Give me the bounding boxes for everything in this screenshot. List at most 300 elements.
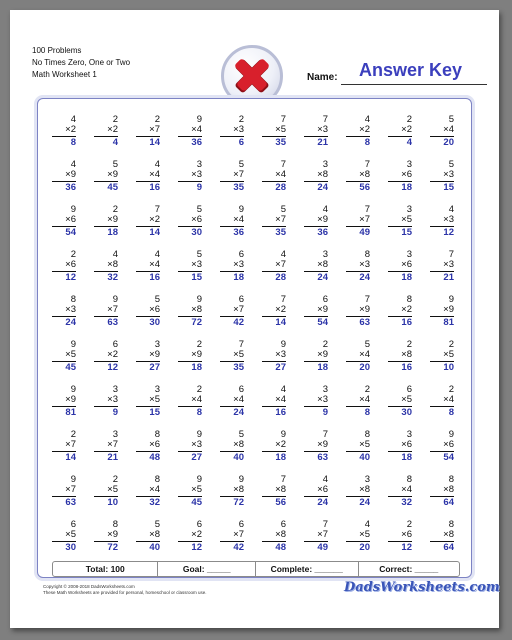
multiplicand: 2 [112,114,118,125]
answer: 8 [448,407,454,418]
answer: 12 [65,272,76,283]
problem-73 [136,430,160,463]
answer: 24 [317,182,328,193]
problem-75 [220,430,244,463]
multiplicand: 6 [238,249,244,260]
multiplicand: 4 [322,474,328,485]
problem-1 [52,115,76,148]
answer: 12 [401,542,412,553]
problem-64 [178,385,202,418]
multiplicand: 9 [448,294,454,305]
multiplier: ×5 [149,394,160,405]
problem-43 [136,295,160,328]
answer: 72 [191,317,202,328]
answer: 18 [401,272,412,283]
multiplier: ×2 [107,124,118,135]
multiplicand: 2 [112,474,118,485]
multiplier: ×6 [317,484,328,495]
multiplicand: 7 [322,114,328,125]
problem-86 [262,475,286,508]
problem-56 [262,340,286,373]
multiplier: ×4 [233,214,244,225]
multiplier: ×3 [191,439,202,450]
problem-84 [178,475,202,508]
multiplicand: 4 [70,159,76,170]
answer: 15 [191,272,202,283]
answer: 56 [359,182,370,193]
multiplier: ×4 [149,259,160,270]
problem-92 [94,520,118,553]
worksheet-info [32,45,130,81]
problem-45 [220,295,244,328]
multiplier: ×2 [65,124,76,135]
multiplicand: 6 [238,384,244,395]
multiplier: ×5 [401,394,412,405]
multiplier: ×3 [275,349,286,360]
multiplicand: 5 [196,204,202,215]
problem-14 [178,160,202,193]
multiplicand: 5 [364,339,370,350]
multiplier: ×4 [401,484,412,495]
answer: 18 [317,362,328,373]
problem-13 [136,160,160,193]
multiplicand: 7 [280,114,286,125]
problem-30 [430,205,454,238]
multiplier: ×4 [443,394,454,405]
problem-76 [262,430,286,463]
multiplicand: 3 [406,249,412,260]
multiplier: ×2 [359,124,370,135]
problem-80 [430,430,454,463]
answer: 24 [233,407,244,418]
problem-18 [346,160,370,193]
problem-69 [388,385,412,418]
answer: 8 [364,407,370,418]
multiplicand: 8 [406,474,412,485]
answer: 32 [149,497,160,508]
multiplicand: 6 [280,519,286,530]
multiplicand: 7 [280,474,286,485]
problem-47 [304,295,328,328]
problem-9 [388,115,412,148]
problem-85 [220,475,244,508]
multiplicand: 8 [154,429,160,440]
multiplier: ×7 [233,304,244,315]
multiplier: ×7 [275,214,286,225]
problem-100 [430,520,454,553]
answer: 35 [275,137,286,148]
problem-59 [388,340,412,373]
answer: 30 [65,542,76,553]
multiplier: ×3 [443,259,454,270]
multiplicand: 6 [70,519,76,530]
multiplier: ×4 [191,394,202,405]
multiplier: ×6 [149,304,160,315]
problem-16 [262,160,286,193]
answer: 6 [238,137,244,148]
multiplier: ×8 [233,484,244,495]
problem-32 [94,250,118,283]
worksheet-page [10,10,499,628]
multiplicand: 3 [154,339,160,350]
answer: 15 [401,227,412,238]
multiplier: ×6 [401,259,412,270]
multiplier: ×5 [275,124,286,135]
problem-91 [52,520,76,553]
multiplicand: 4 [154,159,160,170]
answer: 35 [233,362,244,373]
multiplier: ×7 [107,304,118,315]
multiplicand: 7 [448,249,454,260]
multiplier: ×3 [191,259,202,270]
multiplicand: 4 [280,249,286,260]
answer: 24 [317,272,328,283]
problem-52 [94,340,118,373]
problem-53 [136,340,160,373]
answer: 12 [191,542,202,553]
problem-21 [52,205,76,238]
multiplicand: 2 [196,384,202,395]
problem-57 [304,340,328,373]
multiplier: ×7 [149,124,160,135]
problem-90 [430,475,454,508]
multiplier: ×3 [317,124,328,135]
answer: 54 [443,452,454,463]
problem-60 [430,340,454,373]
multiplier: ×9 [443,304,454,315]
multiplier: ×8 [443,484,454,495]
problem-74 [178,430,202,463]
multiplicand: 7 [322,519,328,530]
problem-54 [178,340,202,373]
multiplier: ×9 [149,349,160,360]
multiplier: ×7 [65,439,76,450]
multiplier: ×6 [401,529,412,540]
multiplier: ×8 [401,349,412,360]
answer: 14 [275,317,286,328]
problem-40 [430,250,454,283]
problem-24 [178,205,202,238]
problem-count: 100 Problems [32,46,82,55]
answer: 64 [443,497,454,508]
multiplicand: 4 [364,114,370,125]
answer: 20 [443,137,454,148]
answer: 14 [149,227,160,238]
answer: 45 [107,182,118,193]
answer: 35 [275,227,286,238]
answer: 56 [275,497,286,508]
answer: 24 [317,497,328,508]
problem-37 [304,250,328,283]
multiplicand: 6 [112,339,118,350]
problem-10 [430,115,454,148]
multiplicand: 3 [364,474,370,485]
multiplicand: 7 [364,294,370,305]
answer: 28 [275,272,286,283]
answer: 40 [149,542,160,553]
problem-95 [220,520,244,553]
multiplier: ×5 [359,439,370,450]
multiplicand: 5 [238,429,244,440]
problem-36 [262,250,286,283]
multiplicand: 2 [448,384,454,395]
answer: 20 [359,362,370,373]
multiplier: ×9 [317,304,328,315]
problem-51 [52,340,76,373]
multiplicand: 2 [406,114,412,125]
multiplicand: 6 [238,519,244,530]
multiplicand: 4 [70,114,76,125]
multiplicand: 4 [280,384,286,395]
problem-38 [346,250,370,283]
multiplier: ×5 [443,349,454,360]
multiplicand: 8 [112,519,118,530]
multiplier: ×8 [107,259,118,270]
correct-cell: Correct: _____ [379,564,439,574]
multiplier: ×2 [107,349,118,360]
answer: 49 [317,542,328,553]
problem-3 [136,115,160,148]
multiplicand: 6 [238,294,244,305]
multiplier: ×3 [65,304,76,315]
answer: 36 [233,227,244,238]
multiplicand: 9 [70,474,76,485]
multiplicand: 9 [196,114,202,125]
answer: 4 [112,137,118,148]
multiplicand: 4 [154,249,160,260]
problem-48 [346,295,370,328]
answer: 4 [406,137,412,148]
problem-31 [52,250,76,283]
multiplicand: 2 [406,339,412,350]
score-bar [52,561,460,577]
problem-23 [136,205,160,238]
answer: 63 [107,317,118,328]
multiplier: ×3 [107,394,118,405]
multiplicand: 8 [364,249,370,260]
answer: 20 [359,542,370,553]
multiplier: ×4 [443,124,454,135]
multiplier: ×3 [443,214,454,225]
multiplier: ×8 [275,484,286,495]
multiplicand: 3 [406,429,412,440]
multiplier: ×3 [317,394,328,405]
multiplicand: 5 [154,519,160,530]
answer: 16 [149,272,160,283]
complete-cell: Complete: ______ [256,562,359,576]
problem-87 [304,475,328,508]
multiplier: ×2 [149,214,160,225]
multiplier: ×5 [65,349,76,360]
problem-70 [430,385,454,418]
multiplier: ×5 [191,484,202,495]
problem-28 [346,205,370,238]
problem-83 [136,475,160,508]
multiplier: ×4 [149,169,160,180]
multiplier: ×9 [65,169,76,180]
problem-34 [178,250,202,283]
problem-20 [430,160,454,193]
multiplier: ×8 [233,439,244,450]
multiplier: ×8 [149,529,160,540]
answer: 24 [359,272,370,283]
multiplicand: 2 [196,339,202,350]
multiplier: ×8 [275,529,286,540]
problem-27 [304,205,328,238]
answer: 12 [107,362,118,373]
multiplicand: 3 [406,204,412,215]
multiplier: ×9 [107,169,118,180]
worksheet-title: Math Worksheet 1 [32,70,97,79]
answer: 54 [317,317,328,328]
problem-46 [262,295,286,328]
answer: 63 [65,497,76,508]
multiplier: ×4 [149,484,160,495]
answer: 18 [191,362,202,373]
answer: 48 [275,542,286,553]
problem-99 [388,520,412,553]
multiplier: ×7 [317,529,328,540]
problem-71 [52,430,76,463]
multiplicand: 2 [364,384,370,395]
problem-2 [94,115,118,148]
problem-62 [94,385,118,418]
multiplicand: 2 [238,114,244,125]
multiplicand: 3 [112,429,118,440]
multiplicand: 8 [154,474,160,485]
answer: 18 [401,452,412,463]
multiplicand: 9 [196,429,202,440]
answer: 10 [107,497,118,508]
multiplicand: 9 [70,384,76,395]
worksheet-subtitle: No Times Zero, One or Two [32,58,131,67]
multiplicand: 9 [70,339,76,350]
problem-81 [52,475,76,508]
multiplicand: 5 [448,159,454,170]
multiplicand: 3 [322,384,328,395]
answer: 18 [233,272,244,283]
multiplier: ×2 [275,304,286,315]
problem-93 [136,520,160,553]
multiplier: ×8 [191,304,202,315]
answer: 21 [443,272,454,283]
multiplier: ×6 [149,439,160,450]
answer: 45 [191,497,202,508]
problem-44 [178,295,202,328]
multiplicand: 3 [322,159,328,170]
answer: 49 [359,227,370,238]
problem-82 [94,475,118,508]
answer: 12 [443,227,454,238]
multiplicand: 3 [196,159,202,170]
problem-96 [262,520,286,553]
problem-63 [136,385,160,418]
answer: 30 [191,227,202,238]
answer: 32 [401,497,412,508]
multiplier: ×9 [107,214,118,225]
multiplier: ×5 [107,484,118,495]
multiplier: ×3 [359,259,370,270]
problem-41 [52,295,76,328]
multiplier: ×5 [401,214,412,225]
multiplicand: 5 [238,159,244,170]
multiplier: ×8 [359,484,370,495]
problem-67 [304,385,328,418]
answer: 8 [196,407,202,418]
answer: 72 [233,497,244,508]
multiplicand: 8 [364,429,370,440]
multiplier: ×3 [443,169,454,180]
multiplicand: 4 [364,519,370,530]
multiplier: ×9 [65,394,76,405]
multiplicand: 3 [406,159,412,170]
multiplier: ×6 [443,439,454,450]
answer: 21 [317,137,328,148]
answer: 16 [149,182,160,193]
multiplier: ×9 [359,304,370,315]
answer: 30 [401,407,412,418]
multiplier: ×6 [401,439,412,450]
answer: 27 [149,362,160,373]
multiplier: ×2 [275,439,286,450]
problem-22 [94,205,118,238]
problem-4 [178,115,202,148]
multiplicand: 9 [70,204,76,215]
multiplicand: 9 [112,294,118,305]
multiplicand: 8 [448,474,454,485]
multiplicand: 7 [364,204,370,215]
problem-68 [346,385,370,418]
multiplicand: 3 [112,384,118,395]
problem-55 [220,340,244,373]
problem-65 [220,385,244,418]
multiplicand: 7 [238,339,244,350]
copyright: Copyright © 2008-2018 DadsWorksheets.com These Math Worksheets are provided for personal, homeschool or classroom use. [43,584,207,595]
multiplicand: 5 [112,159,118,170]
multiplicand: 2 [406,519,412,530]
multiplicand: 3 [154,384,160,395]
problem-42 [94,295,118,328]
multiplicand: 8 [406,294,412,305]
answer: 9 [112,407,118,418]
red-x-icon [230,54,274,98]
multiplier: ×6 [401,169,412,180]
answer: 16 [401,317,412,328]
problem-25 [220,205,244,238]
problem-35 [220,250,244,283]
multiplicand: 9 [196,294,202,305]
multiplicand: 9 [238,474,244,485]
answer: 42 [233,317,244,328]
answer: 63 [317,452,328,463]
multiplicand: 9 [280,429,286,440]
problem-7 [304,115,328,148]
problem-97 [304,520,328,553]
multiplicand: 9 [448,429,454,440]
answer: 24 [359,497,370,508]
multiplicand: 6 [406,384,412,395]
answer: 8 [70,137,76,148]
multiplier: ×4 [275,169,286,180]
problem-6 [262,115,286,148]
multiplicand: 9 [280,339,286,350]
multiplier: ×7 [65,484,76,495]
answer: 36 [191,137,202,148]
multiplier: ×7 [233,169,244,180]
multiplier: ×4 [359,349,370,360]
problem-88 [346,475,370,508]
multiplier: ×4 [191,124,202,135]
